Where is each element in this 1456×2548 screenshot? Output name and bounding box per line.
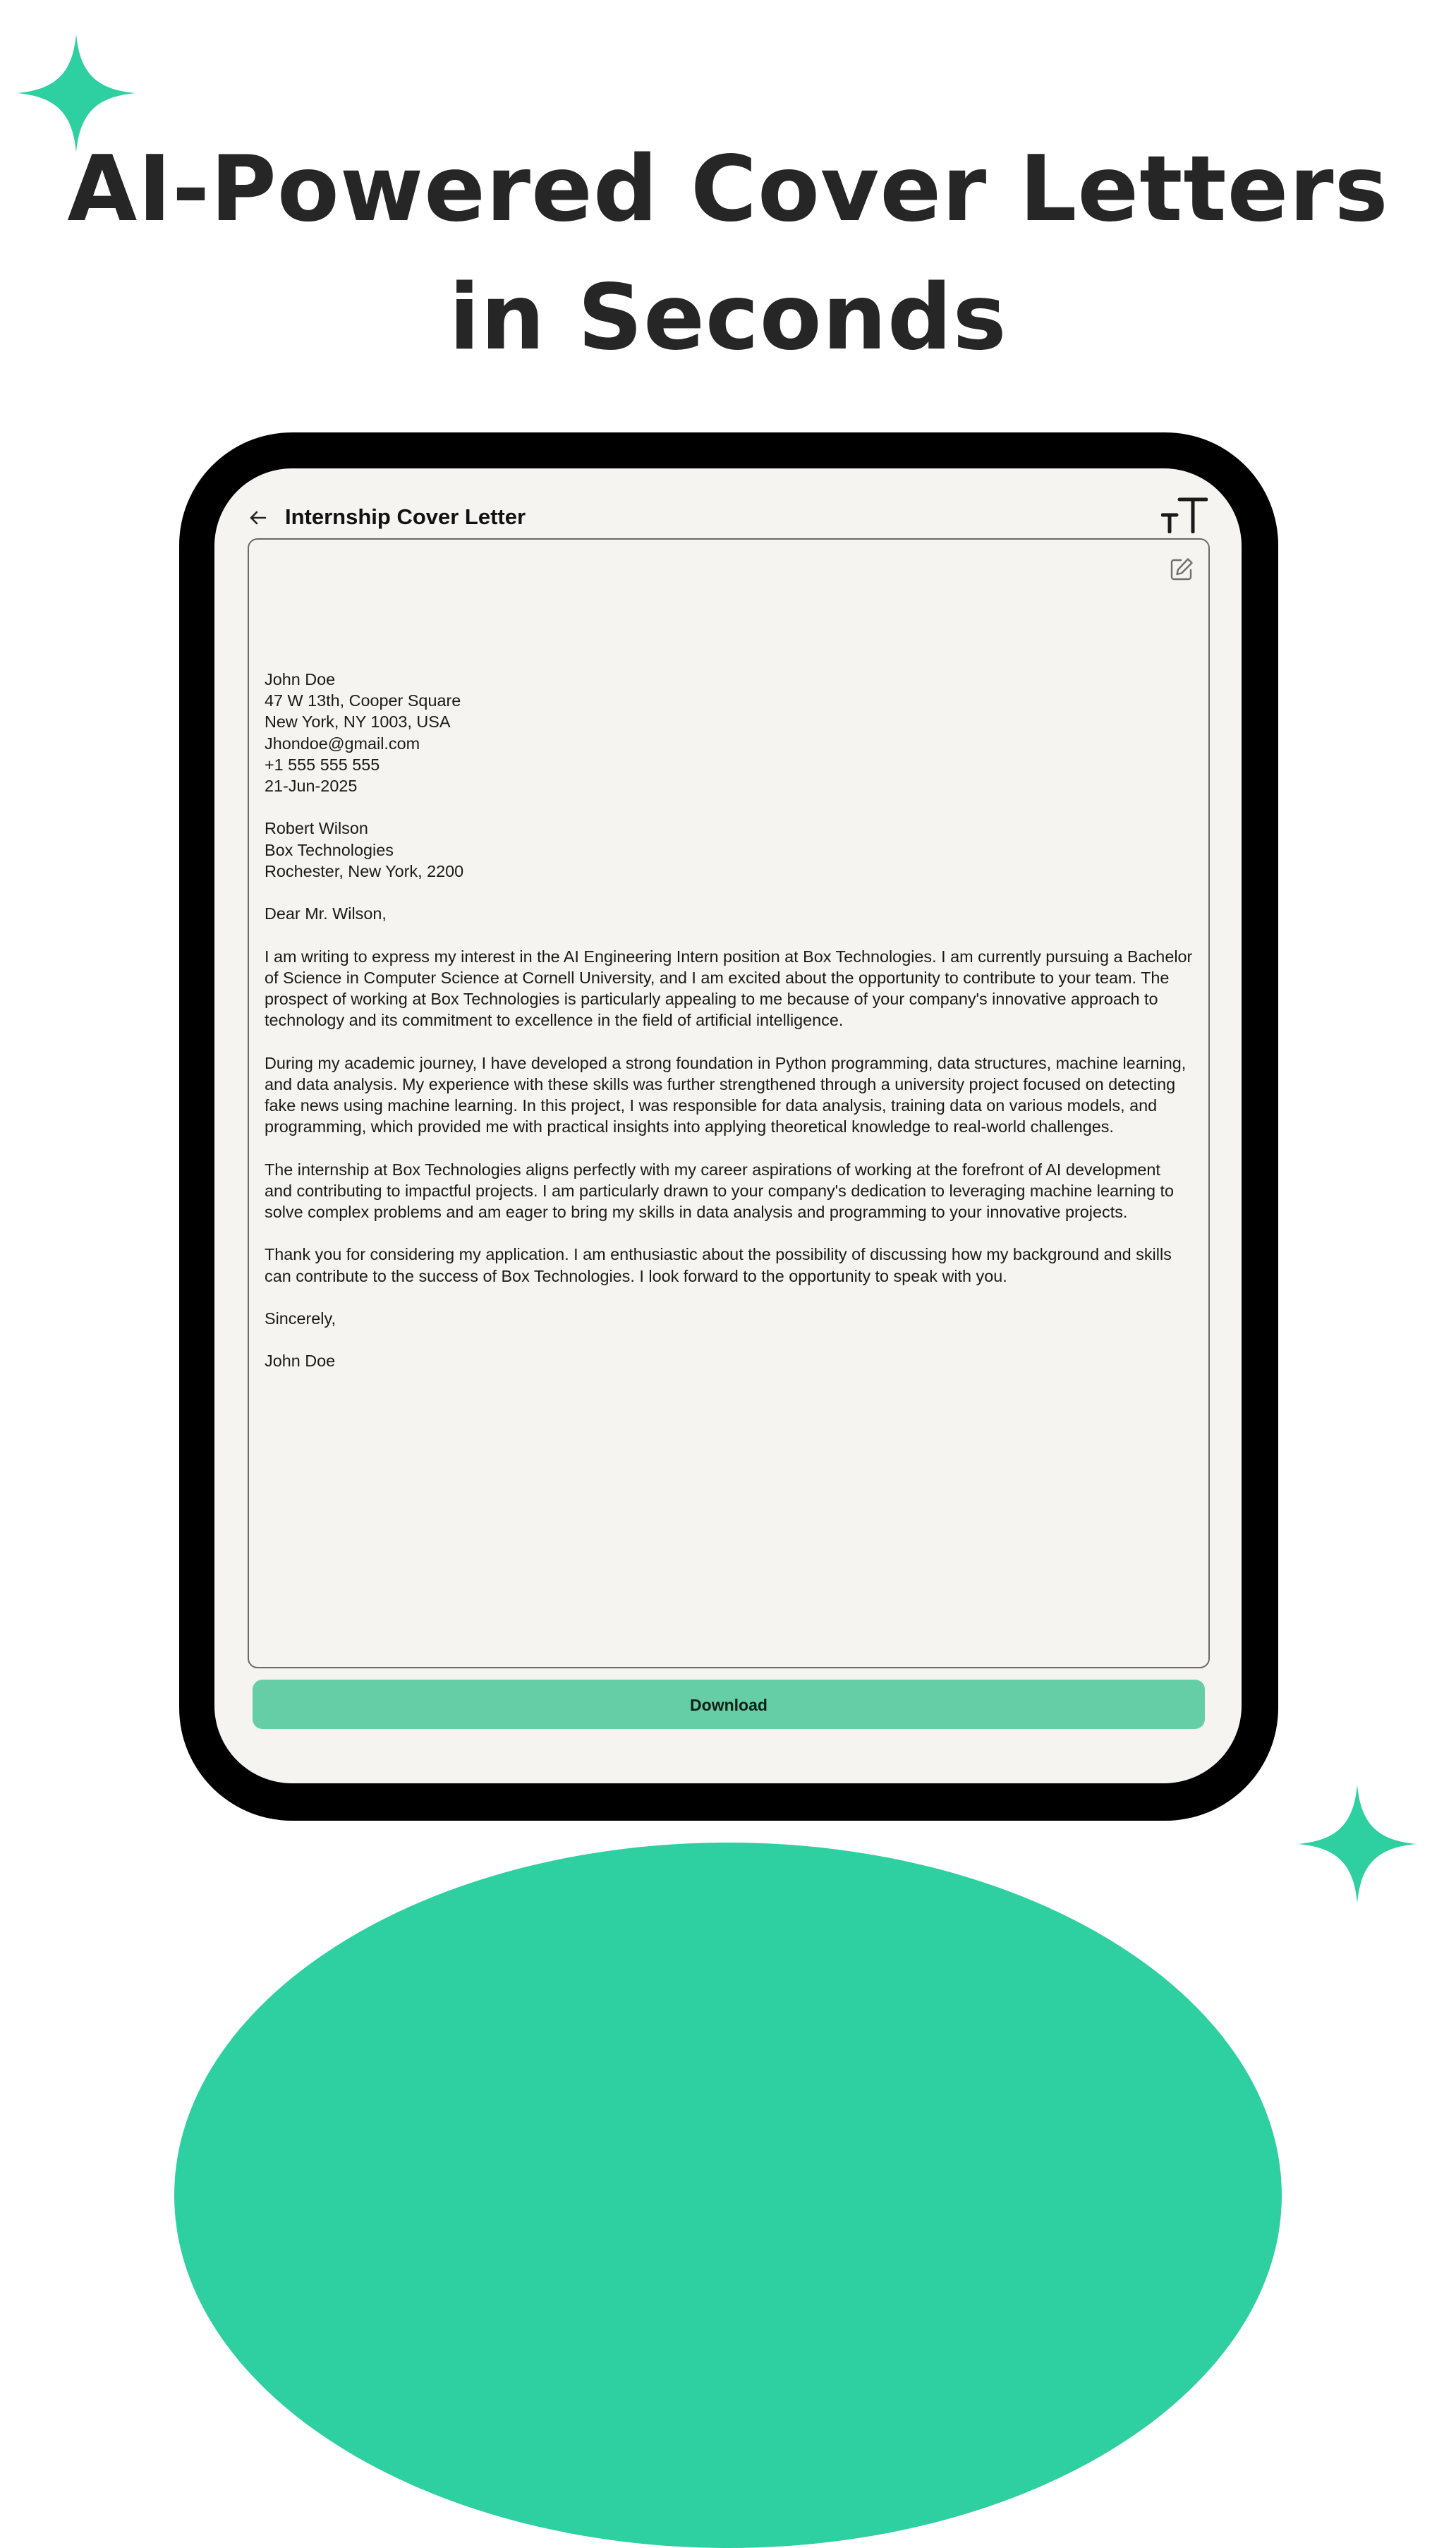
sparkle-icon <box>1298 1785 1416 1903</box>
edit-pencil-icon[interactable] <box>1169 557 1194 582</box>
letter-date: 21-Jun-2025 <box>265 777 358 796</box>
paragraph-line: and contributing to impactful projects. I am particularly drawn to your company's dedication to leveraging machine learning to <box>265 1181 1175 1200</box>
sender-phone: +1 555 555 555 <box>265 755 380 774</box>
sender-name: John Doe <box>265 670 336 688</box>
paragraph-line: programming, which provided me with practical insights into applying theoretical knowledge to real-world challenges. <box>265 1117 1114 1136</box>
headline-line-2: in Seconds <box>449 265 1007 370</box>
sender-block <box>265 669 1203 796</box>
paragraph-4 <box>265 1244 1203 1286</box>
paragraph-2 <box>265 1052 1203 1138</box>
salutation-text: Dear Mr. Wilson, <box>265 904 387 923</box>
recipient-address: Rochester, New York, 2200 <box>265 861 464 880</box>
paragraph-line: Thank you for considering my application. I am enthusiastic about the possibility of discussing how my background and skills <box>265 1245 1172 1264</box>
recipient-name: Robert Wilson <box>265 819 368 838</box>
headline-line-1: AI-Powered Cover Letters <box>67 137 1389 242</box>
paragraph-line: technology and its commitment to excellence in the field of artificial intelligence. <box>265 1011 844 1030</box>
paragraph-line: can contribute to the success of Box Technologies. I look forward to the opportunity to speak with you. <box>265 1266 1007 1285</box>
paragraph-line: The internship at Box Technologies aligns perfectly with my career aspirations of working at the forefront of AI development <box>265 1160 1160 1179</box>
salutation <box>265 903 1203 924</box>
recipient-company: Box Technologies <box>265 840 394 859</box>
paragraph-line: of Science in Computer Science at Cornell University, and I am excited about the opportunity to contribute to your team. The <box>265 968 1170 987</box>
arrow-left-icon[interactable] <box>245 505 271 530</box>
sender-email: Jhondoe@gmail.com <box>265 734 420 753</box>
paragraph-1 <box>265 946 1203 1031</box>
sender-address-line-2: New York, NY 1003, USA <box>265 712 451 732</box>
signature-text: John Doe <box>265 1352 336 1371</box>
cover-letter-editor[interactable] <box>248 538 1210 1668</box>
paragraph-3 <box>265 1159 1203 1223</box>
recipient-block <box>265 818 1203 882</box>
tablet-frame <box>179 432 1278 1821</box>
app-screen <box>214 468 1242 1783</box>
closing <box>265 1308 1203 1329</box>
paragraph-line: prospect of working at Box Technologies is particularly appealing to me because of your company's innovative approach to <box>265 990 1158 1008</box>
letter-text <box>265 669 1203 1372</box>
page-title: Internship Cover Letter <box>285 504 526 529</box>
marketing-headline <box>0 126 1456 382</box>
signature <box>265 1350 1203 1371</box>
decorative-arc <box>174 1843 1282 2548</box>
paragraph-line: fake news using machine learning. In this project, I was responsible for data analysis, training data on various models, and <box>265 1096 1158 1115</box>
closing-text: Sincerely, <box>265 1309 336 1328</box>
paragraph-line: During my academic journey, I have developed a strong foundation in Python programming, data structures, machine learning, <box>265 1053 1187 1072</box>
sender-address-line-1: 47 W 13th, Cooper Square <box>265 691 461 710</box>
text-size-icon[interactable] <box>1161 497 1208 533</box>
download-button[interactable]: Download <box>253 1680 1205 1729</box>
paragraph-line: solve complex problems and am eager to bring my skills in data analysis and programming to your innovative projects. <box>265 1203 1128 1221</box>
paragraph-line: I am writing to express my interest in the AI Engineering Intern position at Box Technologies. I am currently pursuing a Bachelor <box>265 947 1193 966</box>
paragraph-line: and data analysis. My experience with these skills was further strengthened through a university project focused on detecting <box>265 1074 1176 1093</box>
